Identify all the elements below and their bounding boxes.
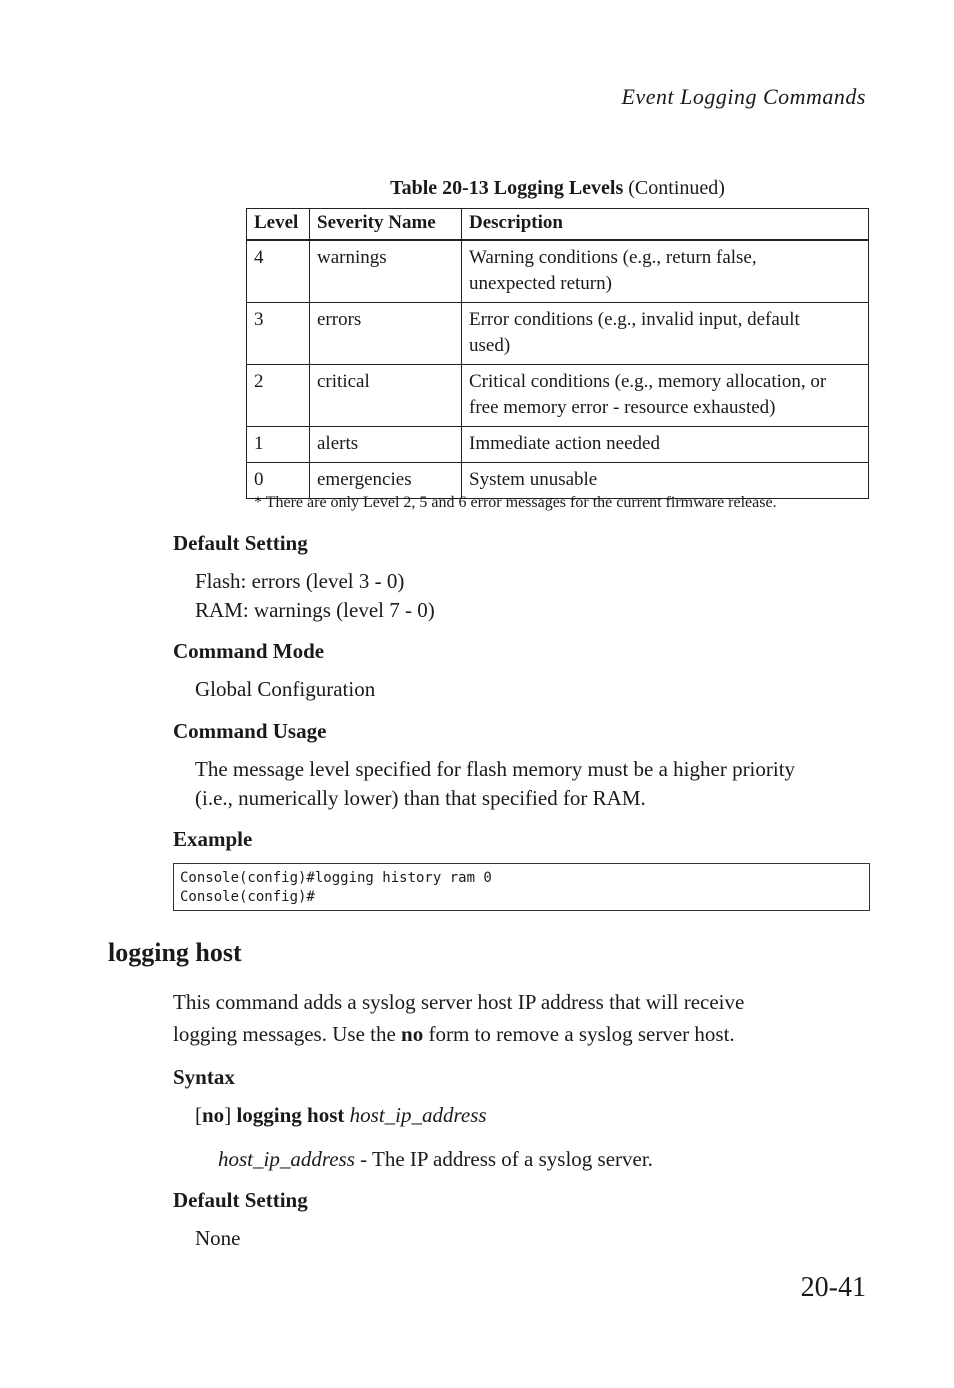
command-mode-heading: Command Mode <box>173 639 325 663</box>
cell-description <box>462 303 869 365</box>
syntax-bracket: [ <box>195 1103 202 1127</box>
command-usage-line-1: The message level specified for flash memory must be a higher priority <box>195 757 796 781</box>
syntax-bracket: ] <box>224 1103 237 1127</box>
column-header-level: Level <box>247 209 310 241</box>
intro-line-1: This command adds a syslog server host IP address that will receive <box>173 990 745 1014</box>
syntax-no: no <box>202 1103 225 1127</box>
example-heading: Example <box>173 827 253 851</box>
table-caption-label: Table 20-13 Logging Levels <box>390 177 624 199</box>
code-line: Console(config)# <box>180 889 315 905</box>
table-caption-suffix: (Continued) <box>628 177 725 199</box>
table-row <box>247 427 869 463</box>
cell-description <box>462 365 869 427</box>
logging-levels-table <box>246 208 869 499</box>
section-title: logging host <box>108 938 242 967</box>
table-row <box>247 303 869 365</box>
description-line: Error conditions (e.g., invalid input, default <box>469 309 800 330</box>
syntax-parameter: host_ip_address <box>349 1103 487 1127</box>
cell-level: 1 <box>247 427 310 463</box>
parameter-description <box>218 1145 653 1174</box>
syntax-line <box>195 1101 487 1130</box>
cell-severity: emergencies <box>310 463 462 499</box>
description-line: free memory error - resource exhausted) <box>469 397 776 418</box>
intro-line-2 <box>173 1018 873 1050</box>
table-header-row <box>247 209 869 241</box>
cell-severity: critical <box>310 365 462 427</box>
column-header-description: Description <box>462 209 869 241</box>
parameter-text: - The IP address of a syslog server. <box>354 1147 653 1171</box>
running-head: Event Logging Commands <box>621 84 866 109</box>
default-setting-heading-2: Default Setting <box>173 1188 308 1212</box>
syntax-command: logging host <box>236 1103 345 1127</box>
cell-severity: errors <box>310 303 462 365</box>
column-header-severity: Severity Name <box>310 209 462 241</box>
default-setting-value: None <box>195 1226 241 1250</box>
cell-description: System unusable <box>462 463 869 499</box>
parameter-name: host_ip_address <box>218 1147 355 1171</box>
table-footnote: * There are only Level 2, 5 and 6 error messages for the current firmware release. <box>254 494 777 511</box>
syntax-heading: Syntax <box>173 1065 235 1089</box>
page-number: 20-41 <box>800 1272 866 1303</box>
command-usage-heading: Command Usage <box>173 719 327 743</box>
intro-text: form to remove a syslog server host. <box>423 1022 735 1046</box>
command-mode-text: Global Configuration <box>195 677 376 701</box>
example-code-block <box>173 863 870 911</box>
cell-level: 0 <box>247 463 310 499</box>
intro-text: logging messages. Use the <box>173 1022 402 1046</box>
cell-severity: alerts <box>310 427 462 463</box>
code-line: Console(config)#logging history ram 0 <box>180 870 492 886</box>
command-usage-line-2: (i.e., numerically lower) than that specified for RAM. <box>195 786 646 810</box>
description-line: used) <box>469 335 511 356</box>
table-caption <box>246 177 869 200</box>
cell-description <box>462 240 869 303</box>
description-line: Critical conditions (e.g., memory allocation, or <box>469 371 827 392</box>
cell-description: Immediate action needed <box>462 427 869 463</box>
cell-level: 3 <box>247 303 310 365</box>
default-setting-flash: Flash: errors (level 3 - 0) <box>195 569 405 593</box>
description-line: Warning conditions (e.g., return false, <box>469 247 757 268</box>
description-line: unexpected return) <box>469 273 612 294</box>
cell-level: 2 <box>247 365 310 427</box>
table-row <box>247 365 869 427</box>
cell-level: 4 <box>247 240 310 303</box>
intro-no-keyword: no <box>401 1022 424 1046</box>
table-row <box>247 240 869 303</box>
default-setting-heading: Default Setting <box>173 531 308 555</box>
cell-severity: warnings <box>310 240 462 303</box>
default-setting-ram: RAM: warnings (level 7 - 0) <box>195 598 435 622</box>
